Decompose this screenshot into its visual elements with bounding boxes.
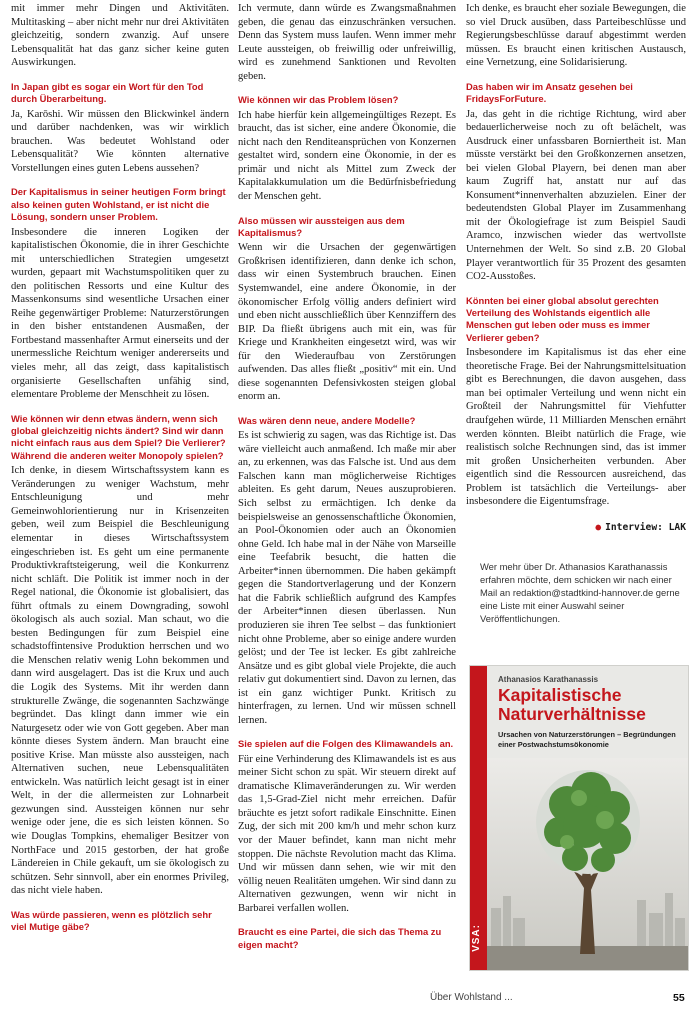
text-column-1 xyxy=(11,2,229,936)
answer-paragraph: mit immer mehr Dingen und Aktivitäten. Multitasking – aber nicht mehr nur drei Aktivitäten gleichzeitig, sondern zwanzig. Auf unsere Lebensqualität hat das ganz sicher keine guten Auswirkungen. xyxy=(11,3,229,69)
answer-paragraph: Insbesondere im Kapitalismus ist das eher eine theoretische Frage. Bei der Nahrungsmittelsituation gibt es Berechnungen, die davon ausgehen, dass man bei optimaler Verteilung und wenn nicht ein Großteil der Nahrungsmittel für Viehfutter draufgehen würde, 11 Milliarden Menschen ernährt werden könnten. Bleibt natürlich die Frage, wie realistisch solche Rechnungen sind, das ist immer mit großen Unsicherheiten verbunden. Aber eigentlich sind die Ressourcen ausreichend, das Problem ist tatsächlich die Verteilungs- aber insbesondere die Eigentumsfrage. xyxy=(466,347,686,508)
interview-question: Sie spielen auf die Folgen des Klimawandels an. xyxy=(238,738,454,750)
text-column-2 xyxy=(238,2,456,953)
bullet-dot-icon: ● xyxy=(595,521,602,533)
interview-question: Braucht es eine Partei, die sich das Thema zu eigen macht? xyxy=(238,926,442,950)
answer-paragraph: Ja, das geht in die richtige Richtung, wird aber bedauerlicherweise noch zu oft belächelt, was Ausdruck einer unfassbaren Borniertheit ist. Man müsste verstärkt bei den Großkonzernen ansetzen, bei vielen Global Playern, bei denen man aber kaum Zugriff hat, anstatt nur auf das Konsument*innenverhalten abzuzielen. Einer der bedeutendsten Global Player im Zusammenhang mit der Ökologiefrage ist zum Beispiel Saudi Aramco, inzwischen wieder das wertvollste Unternehmen der Welt. So sind z.B. 20 Global Player verantwortlich für 35 Prozent des gesamten CO2-Ausstoßes. xyxy=(466,108,686,283)
tree-globe-illustration xyxy=(487,758,688,970)
author-info-note: Wer mehr über Dr. Athanasios Karathanassis erfahren möchte, dem schicken wir nach einer Mail an redaktion@stadtkind-hannover.de gerne eine Liste mit einer Auswahl seiner Veröffentlichungen. xyxy=(480,561,680,625)
book-subtitle: Ursachen von Naturzerstörungen – Begründungen einer Postwachstumsökonomie xyxy=(498,730,676,749)
publisher-logo: VSA: xyxy=(471,924,482,952)
interview-question: Wie können wir denn etwas ändern, wenn sich global gleichzeitig nichts ändert? Sind wir dann nicht einfach raus aus dem Spiel? Die Verlierer? Während die anderen weiter Monopoly spielen? xyxy=(11,412,226,461)
interview-signature xyxy=(466,521,686,535)
book-title-line-2: Naturverhältnisse xyxy=(498,704,646,724)
interview-question: Wie können wir das Problem lösen? xyxy=(238,94,399,106)
book-title xyxy=(498,686,646,724)
answer-paragraph: Wenn wir die Ursachen der gegenwärtigen Großkrisen identifizieren, dann denke ich schon, dass wir einen Systembruch brauchen. Einen Systemwandel, eine andere Ökonomie, in der ökonomischer Erfolg völlig anders definiert wird und eben nicht ausschließlich über Kennziffern des BIP. Da fließt übrigens auch mit ein, was für Kriege und Krankheiten eingesetzt wird, was wir für den Wiederaufbau von Zerstörungen aufwenden. Das alles fließt „positiv“ mit ein. Und diese sogenannten Defensivkosten steigen global enorm an. xyxy=(238,242,456,403)
answer-paragraph: Ich denke, es braucht eher soziale Bewegungen, die so viel Druck ausüben, dass Parteibeschlüsse und Regierungsbeschlüsse darauf abgestimmt werden müssen. Es braucht einen kritischen Austausch, eine Vernetzung, eine Solidarisierung. xyxy=(466,3,686,69)
signature-text: Interview: LAK xyxy=(605,521,686,533)
answer-paragraph: Für eine Verhinderung des Klimawandels ist es aus meiner Sicht schon zu spät. Wir steuern direkt auf dramatische Klimaveränderungen zu. Wir werden das 1,5-Grad-Ziel nicht mehr erreichen. Dafür bräuchte es jetzt sofort radikale Einschnitte. Einen Zug, der sich mit 200 km/h und mehr schon kurz vor der Mauer befindet, kann man nicht mehr stoppen. Die nächste Revolution macht das Klima. Und wir müssen dann sehen, wie wir mit den völlig neuen Realitäten umgehen. Wir sind dann zu Alternativen gezwungen, wenn wir nicht in Barbarei verfallen wollen. xyxy=(238,753,456,914)
interview-question: Was wären denn neue, andere Modelle? xyxy=(238,414,416,426)
answer-paragraph: Insbesondere die inneren Logiken der kapitalistischen Ökonomie, die in ihrer Geschichte mit unterschiedlichen Strategien umgesetzt wurden, gepaart mit Wachstumspolitiken quer zu den politischen Ressorts und eine Kultur des Massenkonsums sind wesentliche Ursachen einer Reihe gegenwärtiger Probleme: Naturzerstörungen in den bisher entstandenen Ausmaßen, der Fortbestand massenhafter Armut einerseits und der unermessliche Reichtum weniger andererseits und vieles mehr, all das zeigt, dass kapitalistisch organisierte Gesellschaften unfähig sind, elementare Probleme der Menschheit zu lösen. xyxy=(11,226,229,401)
interview-question: Also müssen wir aussteigen aus dem Kapitalismus? xyxy=(238,214,405,238)
column-3-body xyxy=(466,2,686,509)
book-cover xyxy=(470,666,688,970)
answer-paragraph: Es ist schwierig zu sagen, was das Richtige ist. Das wäre vielleicht auch anmaßend. Ich maße mir aber an, zu erkennen, was das Falsche ist. Und aus dem Falschen kann man möglicherweise Richtiges ableiten. Es geht darum, Neues auszuprobieren. Sich selbst zu ermächtigen. Ich denke da beispielsweise an genossenschaftliche Ökonomien, an Pool-Ökonomien oder auch an Ökonomien ohne Geld. Ich habe mal in der Nähe von Marseille eine Teefabrik besucht, die hatten die Arbeiter*innen übernommen. Die haben gekämpft gegen die Standortverlagerung und der Konzern hat die Fabrik schließlich aufgrund des Kampfes der Arbeiter*innen diesen überlassen. Nun produzieren sie ihren Tee selbst – das funktioniert nicht ohne Probleme, aber so einige andere wurden gelöst; und der Tee ist lecker. Es gibt zahlreiche Ansätze und es gibt global viele Projekte, die auch relativ gut dokumentiert sind. Davon zu lernen, das ist ein ganz wichtiger Punkt. Kritisch zu hinterfragen, zu lernen. Und wir müssen schnell lernen. xyxy=(238,430,457,726)
interview-question: Der Kapitalismus in seiner heutigen Form bringt also keinen guten Wohlstand, er ist nicht die Lösung, sondern unser Problem. xyxy=(11,186,226,223)
interview-question: Könnten bei einer global absolut gerechten Verteilung des Wohlstands eigentlich alle Menschen gut leben oder muss es immer Verlierer geben? xyxy=(466,294,659,343)
interview-question: Das haben wir im Ansatz gesehen bei FridaysForFuture. xyxy=(466,80,633,105)
answer-paragraph: Ja, Karōshi. Wir müssen den Blickwinkel ändern und darüber nachdenken, was wir wirklich brauchen. Was bedeutet Wohlstand oder Lebensqualität? Wie könnten alternative Vorstellungen eines guten Lebens aussehen? xyxy=(11,108,229,174)
book-title-line-1: Kapitalistische xyxy=(498,685,622,705)
interview-question: In Japan gibt es sogar ein Wort für den Tod durch Überarbeitung. xyxy=(11,80,204,105)
answer-paragraph: Ich vermute, dann würde es Zwangsmaßnahmen geben, die genau das einzuschränken versuchen. Denn das System muss laufen. Wenn immer mehr Leute aussteigen, ob freiwillig oder unfreiwillig, wird es zunehmend Sanktionen und Revolten geben. xyxy=(238,3,456,82)
text-column-3 xyxy=(466,2,686,625)
footer-title: Über Wohlstand ... xyxy=(430,992,513,1003)
book-author: Athanasios Karathanassis xyxy=(498,675,599,684)
page-number: 55 xyxy=(673,992,685,1004)
answer-paragraph: Ich denke, in diesem Wirtschaftssystem kann es Veränderungen zu weniger Wachstum, mehr Entschleunigung und mehr Gemeinwohlorientierung nur in Krisenzeiten geben, weil zum Beispiel die Beschleunigung elementar in dieses Wirtschaftssystem eingeschrieben ist. Es geht um eine permanente Produktivkraftsteigerung, weil die Konkurrenz nicht schläft. Die Politik ist immer noch in der Regel national, die Ökonomie ist globalisiert, das führt oftmals zu einem Downgrading, sowohl ökologisch als auch sozial. Man schaut, wo die besten Bedingungen für zum Beispiel eine schadstoffintensive Produktion herrschen und wo die Menschen relativ wenig Lohn bekommen und dann wird ausgelagert. Das ist die Krux und auch die Logik des Systems. Mit ihr werden dann strukturelle Zwänge, die sogenannten Sachzwänge begründet. Das klingt dann immer wie ein Naturgesetz oder wie von Gott gegeben. Aber man könnte dieses System ändern. Man braucht eine positive Krise. Man müsste also aussteigen, nach Alternativen suchen, neue Lebensqualitäten entwickeln. Was natürlich leicht gesagt ist in einer Welt, in der die allermeisten zur Lohnarbeit gezwungen sind. Aussteigen können nur sehr wenige oder jene, die es sich leisten können. So wie Douglas Tompkins, ehemaliger Besitzer von NorthFace und 2015 gestorben, der hat große Ländereien in Chile gekauft, um sie ökologisch zu schützen. Sehr sinnvoll, aber ein enormes Privileg, das nicht viele haben. xyxy=(11,465,229,897)
interview-question: Was würde passieren, wenn es plötzlich sehr viel Mutige gäbe? xyxy=(11,908,212,933)
answer-paragraph: Ich habe hierfür kein allgemeingültiges Rezept. Es braucht, das ist sicher, eine andere Ökonomie, die nicht nach den Renditeansprüchen von Konzernen gestaltet wird, sondern eine Ökonomie, in der es primär und nicht als Mittel zum Zweck der Kapitalakkumulation um die Bedürfnisbefriedung der Menschen geht. xyxy=(238,109,456,202)
